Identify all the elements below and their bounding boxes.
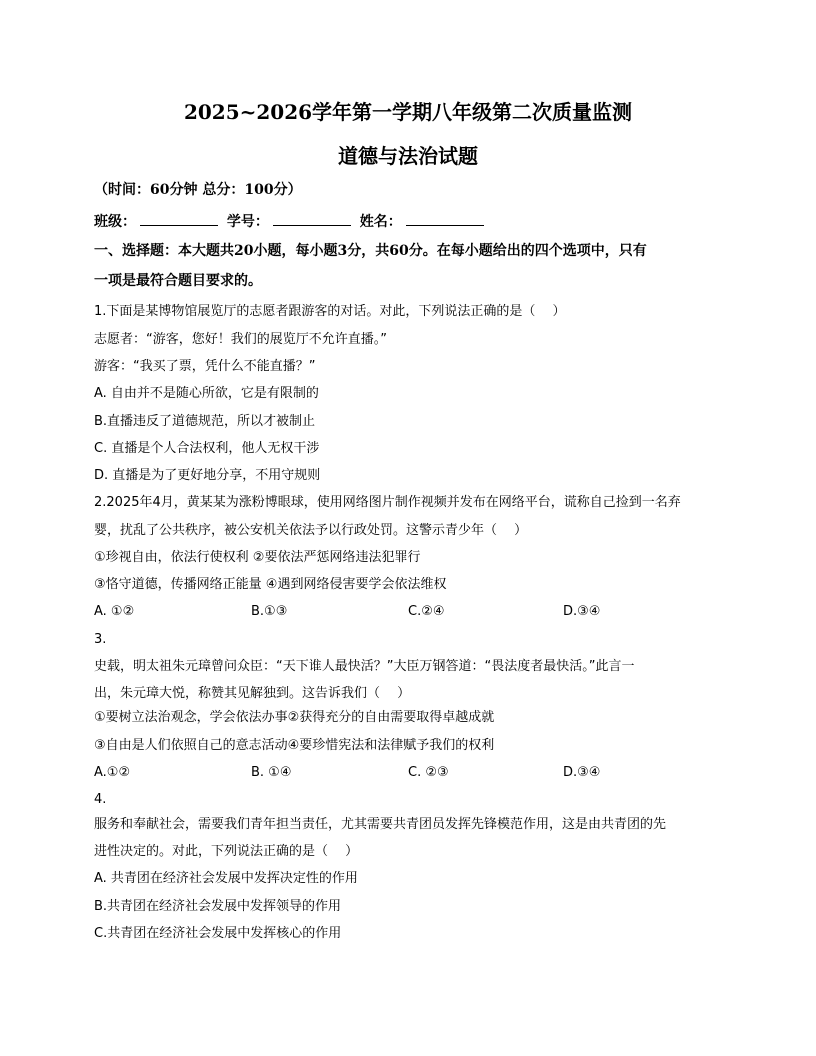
q1-option-a: A. 自由并不是随心所欲，它是有限制的 bbox=[94, 386, 319, 401]
section-heading-line2: 一项是最符合题目要求的。 bbox=[94, 273, 262, 289]
q3-option-d: D.③④ bbox=[563, 765, 601, 780]
q4-option-b: B.共青团在经济社会发展中发挥领导的作用 bbox=[94, 899, 342, 914]
q2-stem-line1: 2.2025年4月，黄某某为涨粉博眼球，使用网络图片制作视频并发布在网络平台，谎称自己捡到一名弃 bbox=[94, 495, 681, 510]
student-info-row bbox=[94, 211, 488, 231]
name-label: 姓名： bbox=[359, 214, 402, 230]
q4-option-c: C.共青团在经济社会发展中发挥核心的作用 bbox=[94, 926, 342, 941]
q3-statements-line1: ①要树立法治观念，学会依法办事②获得充分的自由需要取得卓越成就 bbox=[94, 710, 495, 725]
q1-dialog-volunteer: 志愿者：“游客，您好！我们的展览厅不允许直播。” bbox=[94, 332, 387, 347]
q2-option-c: C.②④ bbox=[408, 604, 445, 619]
exam-info: （时间：60分钟 总分：100分） bbox=[94, 182, 302, 198]
q2-statements-line1: ①珍视自由，依法行使权利 ②要依法严惩网络违法犯罪行 bbox=[94, 550, 421, 565]
q2-option-b: B.①③ bbox=[251, 604, 288, 619]
q3-number: 3. bbox=[94, 632, 107, 647]
class-label: 班级： bbox=[94, 214, 136, 230]
class-blank bbox=[140, 211, 218, 226]
q2-statements-line2: ③恪守道德，传播网络正能量 ④遇到网络侵害要学会依法维权 bbox=[94, 577, 447, 592]
q4-stem-line2: 进性决定的。对此，下列说法正确的是（ ） bbox=[94, 844, 359, 859]
section-heading-line1: 一、选择题：本大题共20小题，每小题3分，共60分。在每小题给出的四个选项中，只有 bbox=[94, 243, 647, 259]
q4-option-a: A. 共青团在经济社会发展中发挥决定性的作用 bbox=[94, 871, 358, 886]
q1-option-c: C. 直播是个人合法权利，他人无权干涉 bbox=[94, 441, 320, 456]
q4-number: 4. bbox=[94, 792, 107, 807]
q4-stem-line1: 服务和奉献社会，需要我们青年担当责任，尤其需要共青团员发挥先锋模范作用，这是由共青团的先 bbox=[94, 817, 667, 832]
q2-option-a: A. ①② bbox=[94, 604, 135, 619]
q3-option-c: C. ②③ bbox=[408, 765, 449, 780]
q3-stem-line1: 史载，明太祖朱元璋曾问众臣：“天下谁人最快活？”大臣万钢答道：“畏法度者最快活。”此言一 bbox=[94, 659, 635, 674]
q1-dialog-visitor: 游客：“我买了票，凭什么不能直播？” bbox=[94, 359, 316, 374]
q1-option-b: B.直播违反了道德规范，所以才被制止 bbox=[94, 414, 316, 429]
q2-stem-line2: 婴，扰乱了公共秩序，被公安机关依法予以行政处罚。这警示青少年（ ） bbox=[94, 523, 528, 538]
number-label: 学号： bbox=[226, 214, 269, 230]
q3-stem-line2: 出，朱元璋大悦，称赞其见解独到。这告诉我们（ ） bbox=[94, 686, 411, 701]
name-blank bbox=[406, 211, 484, 226]
exam-title: 2025~2026学年第一学期八年级第二次质量监测 bbox=[183, 100, 633, 124]
exam-subtitle: 道德与法治试题 bbox=[338, 144, 478, 168]
q3-option-b: B. ①④ bbox=[251, 765, 292, 780]
q1-stem: 1.下面是某博物馆展览厅的志愿者跟游客的对话。对此，下列说法正确的是（ ） bbox=[94, 304, 566, 319]
q3-statements-line2: ③自由是人们依照自己的意志活动④要珍惜宪法和法律赋予我们的权利 bbox=[94, 738, 495, 753]
number-blank bbox=[273, 211, 351, 226]
q3-option-a: A.①② bbox=[94, 765, 131, 780]
q2-option-d: D.③④ bbox=[563, 604, 601, 619]
q1-option-d: D. 直播是为了更好地分享，不用守规则 bbox=[94, 468, 321, 483]
